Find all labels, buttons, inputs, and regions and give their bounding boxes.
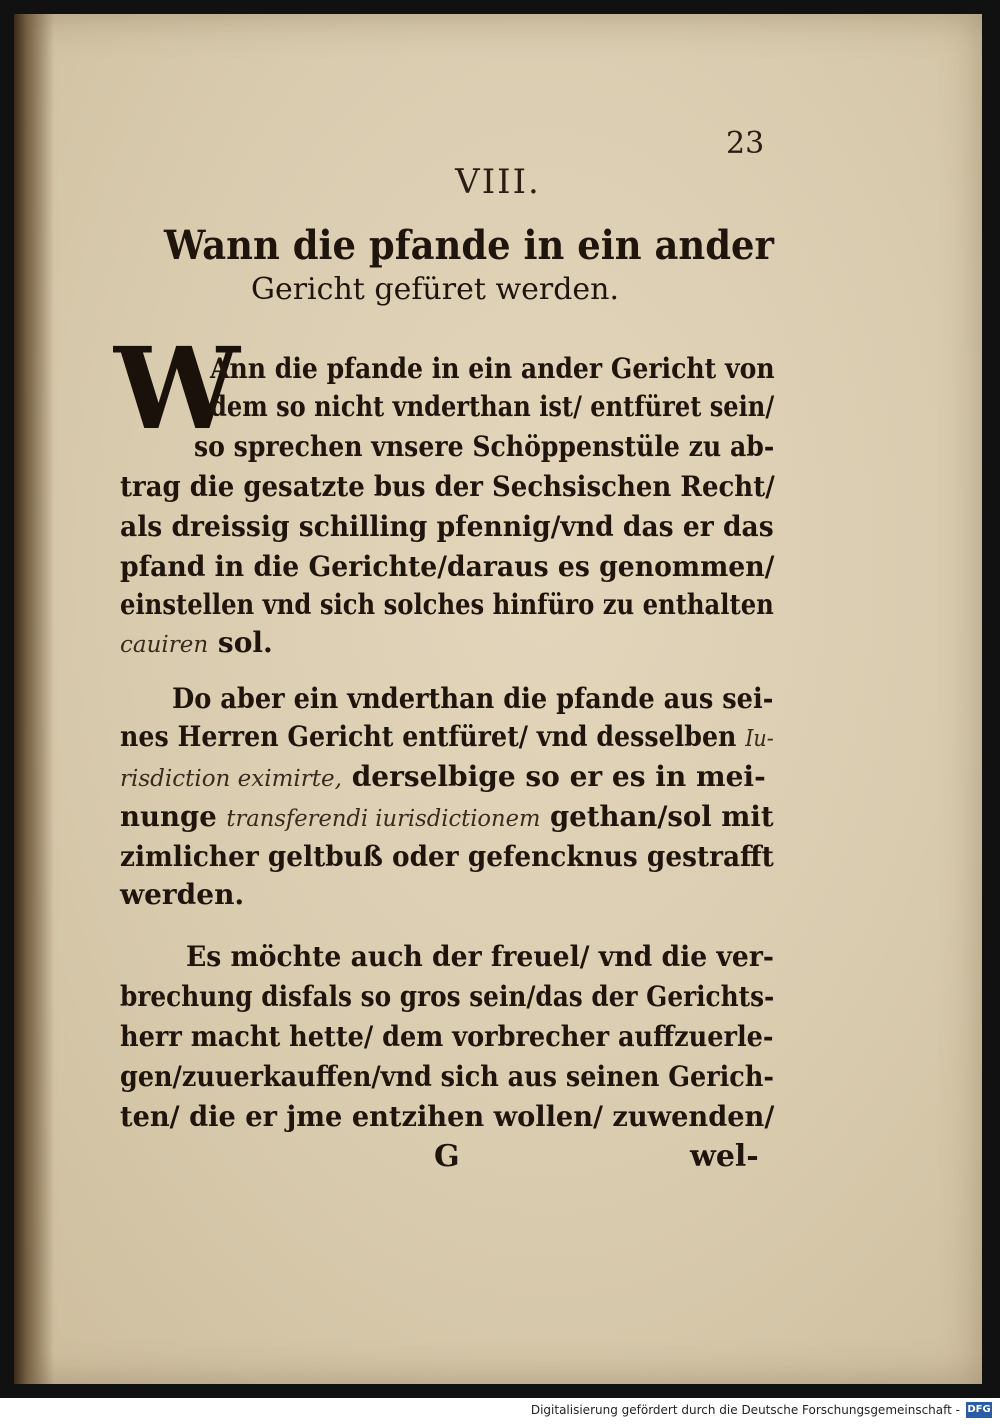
- paragraph2-line: [120, 760, 766, 796]
- paragraph2-line: [120, 720, 774, 756]
- paragraph1-line: [120, 626, 273, 662]
- paragraph3-line: gen/zuuerkauffen/vnd sich aus seinen Gerich-: [120, 1060, 774, 1093]
- paragraph2-line: [120, 800, 774, 836]
- latin-term: transferendi iurisdictionem: [226, 806, 541, 832]
- signature-mark: G: [434, 1139, 460, 1174]
- footer-credit: Digitalisierung gefördert durch die Deutsche Forschungsgemeinschaft -: [530, 1403, 960, 1417]
- drop-cap-initial: W: [114, 324, 240, 455]
- paragraph2-line: werden.: [120, 878, 245, 911]
- latin-term: risdiction eximirte,: [120, 766, 342, 792]
- catchword: wel-: [690, 1139, 759, 1174]
- latin-term: Iu-: [745, 726, 774, 752]
- paragraph3-line: Es möchte auch der freuel/ vnd die ver-: [186, 940, 774, 973]
- paragraph2-line: Do aber ein vnderthan die pfande aus sei-: [172, 682, 774, 715]
- latin-term: cauiren: [120, 632, 209, 658]
- paragraph1-line: Ann die pfande in ein ander Gericht von: [210, 352, 775, 385]
- line-text: gethan/sol mit: [540, 800, 774, 833]
- digitization-footer: [0, 1398, 1000, 1425]
- dfg-logo: DFG: [966, 1402, 992, 1418]
- chapter-heading-line-2: Gericht gefüret werden.: [251, 272, 620, 307]
- line-text: nes Herren Gericht entfüret/ vnd desselben: [120, 720, 746, 753]
- line-text: sol.: [208, 626, 273, 659]
- line-text: derselbige so er es in mei-: [341, 760, 766, 793]
- paragraph1-line: pfand in die Gerichte/daraus es genommen/: [120, 550, 775, 583]
- line-text: nunge: [120, 800, 227, 833]
- paragraph1-line: dem so nicht vnderthan ist/ entfüret sein/: [210, 390, 775, 423]
- paragraph1-line: einstellen vnd sich solches hinfüro zu enthalten: [120, 588, 774, 621]
- paragraph2-line: zimlicher geltbuß oder gefencknus gestrafft: [120, 840, 774, 873]
- page-gutter: [14, 14, 54, 1384]
- chapter-heading-line-1: Wann die pfande in ein ander: [164, 222, 774, 269]
- paragraph3-line: brechung disfals so gros sein/das der Gerichts-: [120, 980, 775, 1013]
- paragraph1-line: so sprechen vnsere Schöppenstüle zu ab-: [194, 430, 775, 463]
- paragraph1-line: als dreissig schilling pfennig/vnd das er das: [120, 510, 774, 543]
- paragraph3-line: ten/ die er jme entzihen wollen/ zuwenden/: [120, 1100, 775, 1133]
- paragraph1-line: trag die gesatzte bus der Sechsischen Recht/: [120, 470, 775, 503]
- chapter-number: VIII.: [455, 162, 541, 202]
- paragraph3-line: herr macht hette/ dem vorbrecher auffzuerle-: [120, 1020, 774, 1053]
- book-page: [14, 14, 982, 1384]
- page-number: 23: [726, 126, 765, 161]
